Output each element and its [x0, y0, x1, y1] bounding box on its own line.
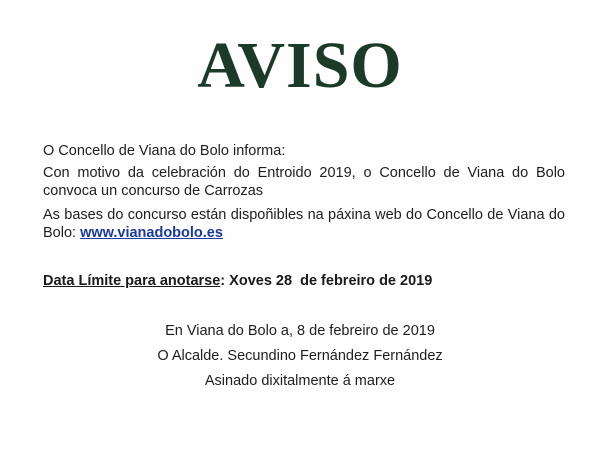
announcement-paragraph: Con motivo da celebración do Entroido 2019, o Concello de Viana do Bolo convoca un concurso de Carrozas: [43, 165, 565, 199]
page-title: AVISO: [197, 29, 403, 102]
signer-name: O Alcalde. Secundino Fernández Fernández: [157, 348, 443, 364]
place-date: En Viana do Bolo a, 8 de febreiro de 2019: [165, 323, 435, 339]
deadline-value: Xoves 28 de febreiro de 2019: [225, 273, 433, 289]
intro-line: O Concello de Viana do Bolo informa:: [43, 143, 286, 159]
deadline-line: [43, 273, 432, 289]
deadline-label: Data Límite para anotarse: [43, 273, 221, 289]
bases-paragraph: [43, 206, 565, 242]
bases-text: As bases do concurso están dispoñibles na páxina web do Concello de Viana do Bolo:: [43, 207, 565, 241]
signature-note: Asinado dixitalmente á marxe: [204, 373, 396, 389]
deadline-separator: :: [220, 273, 226, 289]
website-link[interactable]: www.vianadobolo.es: [80, 225, 223, 241]
